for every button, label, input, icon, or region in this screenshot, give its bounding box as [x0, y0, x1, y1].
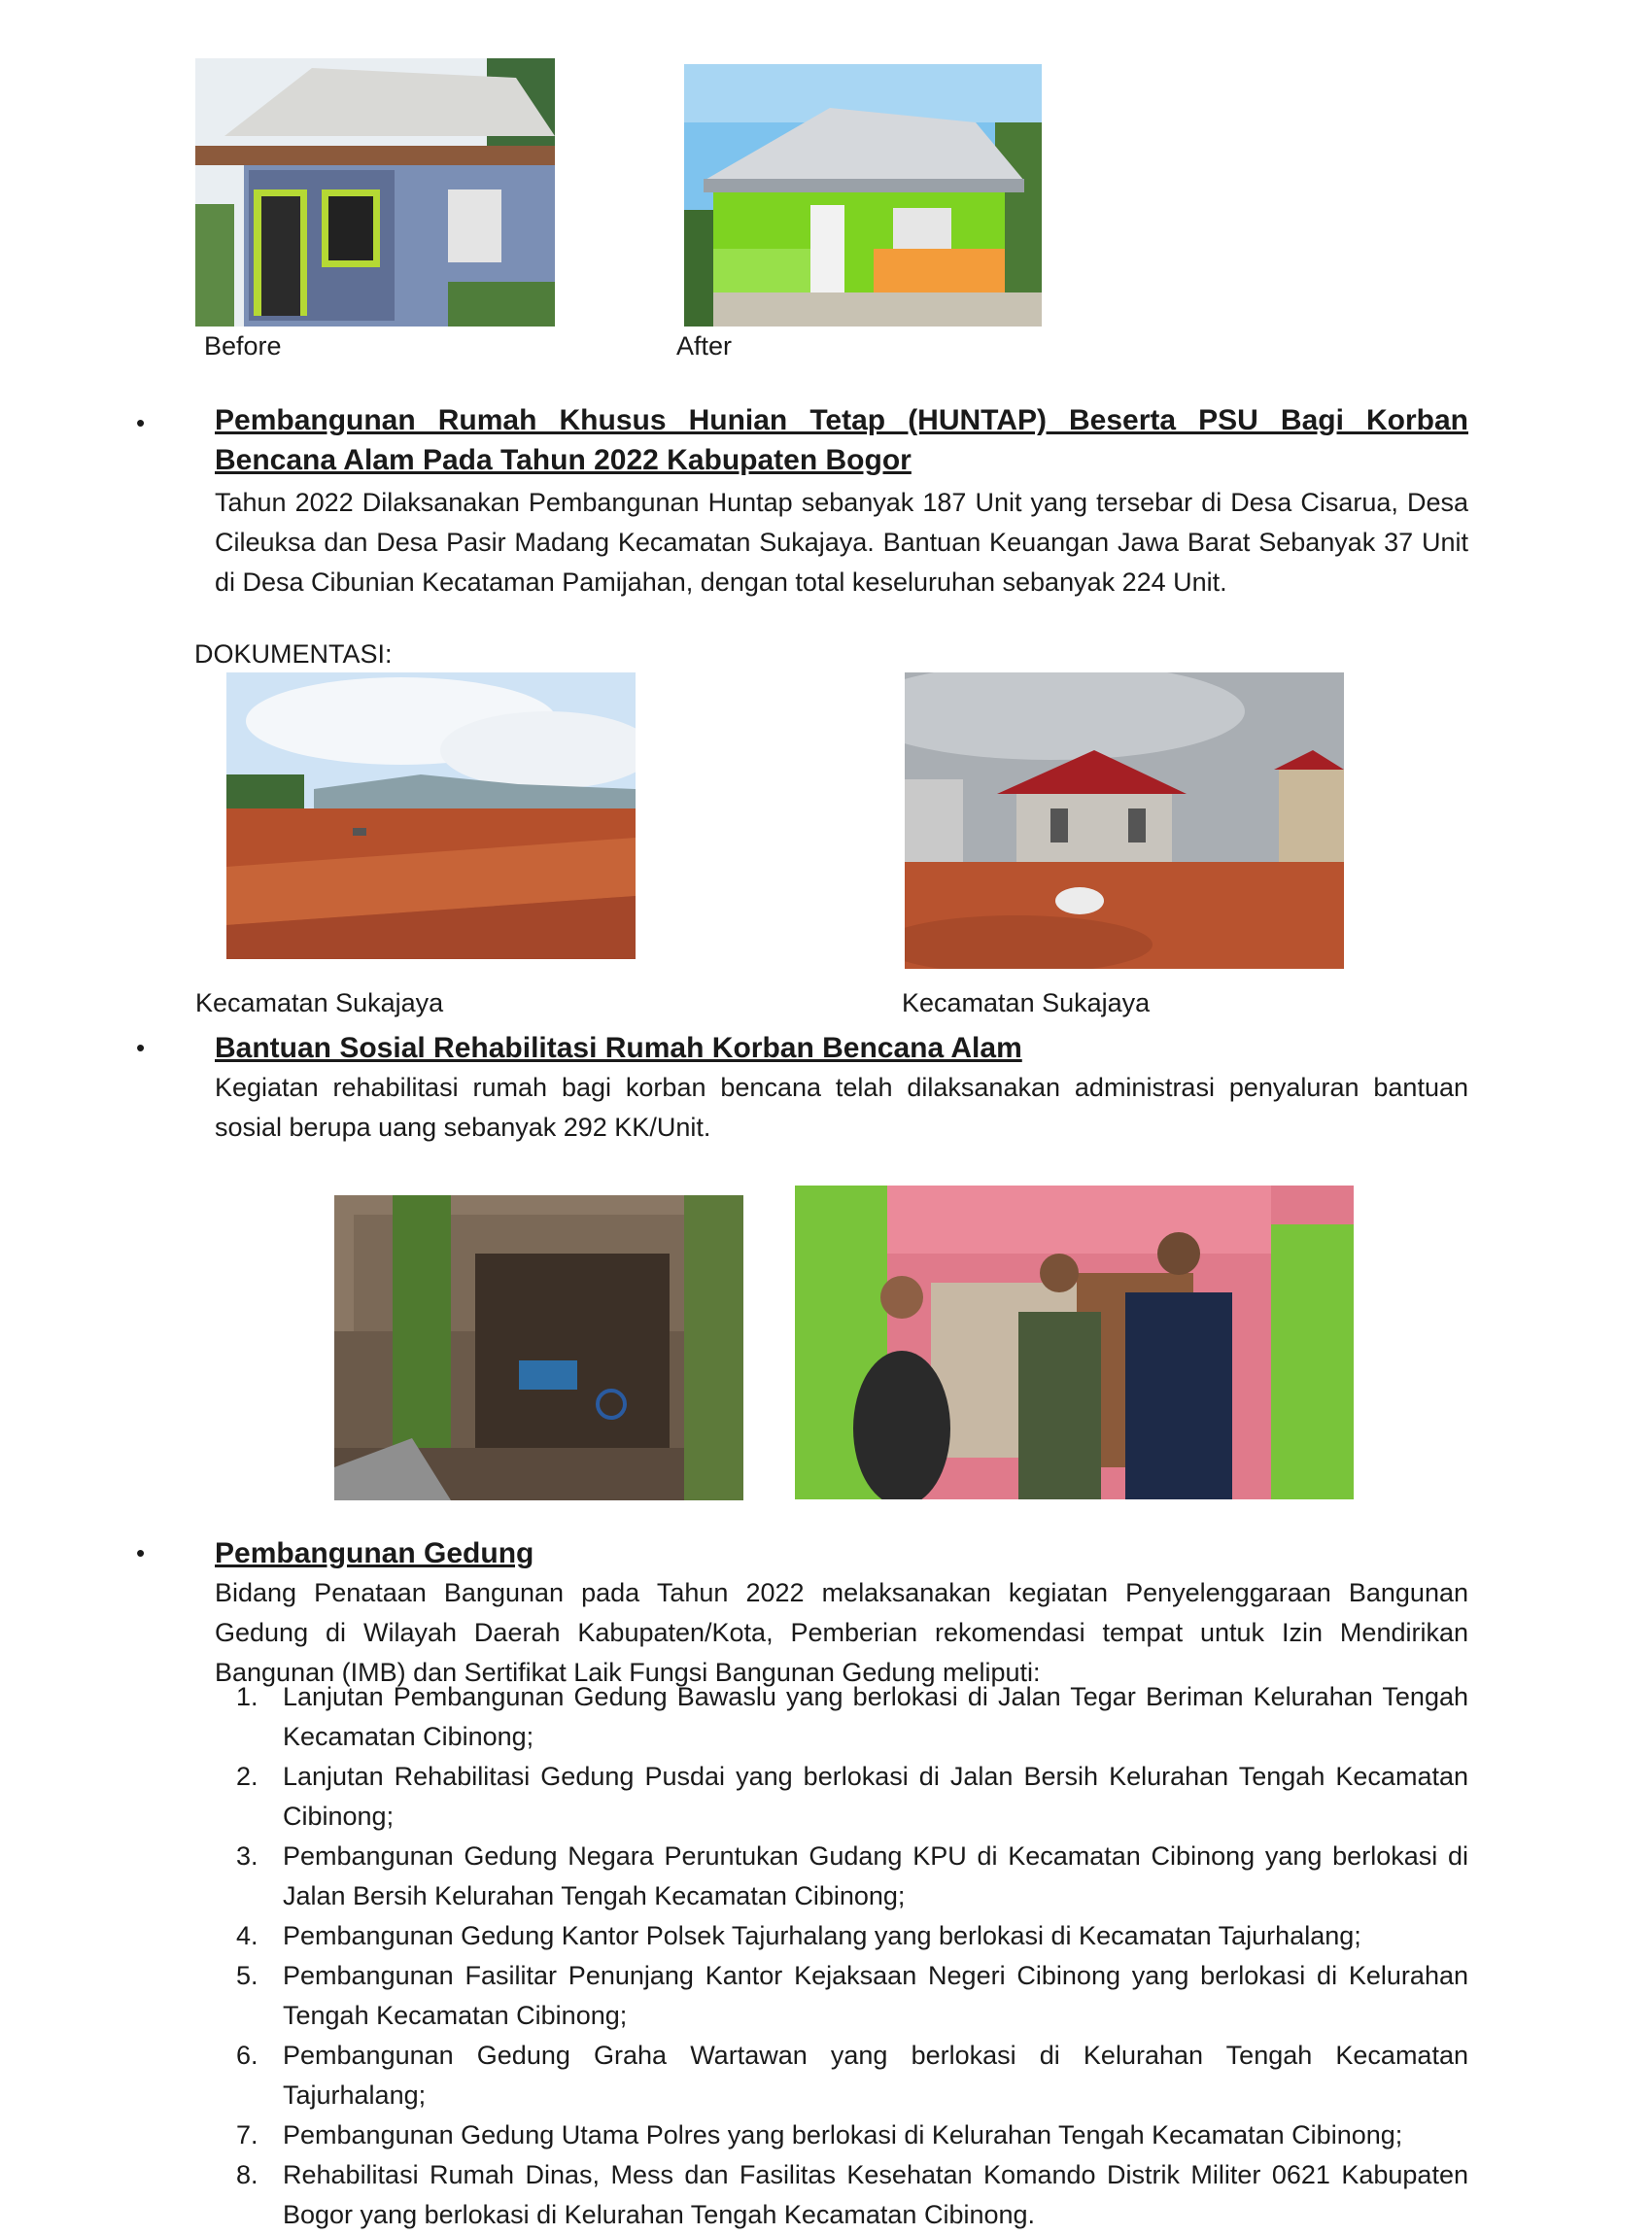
- red-roof-house-photo: [905, 672, 1344, 969]
- huntap-body: Tahun 2022 Dilaksanakan Pembangunan Huntap sebanyak 187 Unit yang tersebar di Desa Cisarua, Desa Cileuksa dan Desa Pasir Madang Kecamatan Sukajaya. Bantuan Keuangan Jawa Barat Sebanyak 37 Unit di Desa Cibunian Kecataman Pamijahan, dengan total keseluruhan sebanyak 224 Unit.: [215, 488, 1468, 597]
- list-item: 5. Pembangunan Fasilitar Penunjang Kantor Kejaksaan Negeri Cibinong yang berlokasi di Kelurahan Tengah Kecamatan Cibinong;: [236, 1961, 1468, 2030]
- building-list: [215, 1677, 1468, 2235]
- list-item: 7. Pembangunan Gedung Utama Polres yang berlokasi di Kelurahan Tengah Kecamatan Cibinong;: [236, 2120, 1403, 2149]
- after-house-photo: [684, 64, 1042, 327]
- land-clearing-caption: Kecamatan Sukajaya: [195, 988, 444, 1017]
- gedung-body: Bidang Penataan Bangunan pada Tahun 2022 melaksanakan kegiatan Penyelenggaraan Bangunan Gedung di Wilayah Daerah Kabupaten/Kota, Pemberian rekomendasi tempat untuk Izin Mendirikan Bangunan (IMB) dan Sertifikat Laik Fungsi Bangunan Gedung meliputi:: [215, 1578, 1468, 1687]
- red-roof-house-caption: Kecamatan Sukajaya: [902, 988, 1151, 1017]
- bullet-huntap: •: [136, 408, 146, 437]
- dokumentasi-label: DOKUMENTASI:: [194, 639, 393, 669]
- list-item: 2. Lanjutan Rehabilitasi Gedung Pusdai yang berlokasi di Jalan Bersih Kelurahan Tengah Kecamatan Cibinong;: [236, 1762, 1468, 1831]
- list-item: 8. Rehabilitasi Rumah Dinas, Mess dan Fasilitas Kesehatan Komando Distrik Militer 0621 Kabupaten Bogor yang berlokasi di Kelurahan Tengah Kecamatan Cibinong.: [236, 2160, 1468, 2229]
- huntap-heading: Pembangunan Rumah Khusus Hunian Tetap (HUNTAP) Beserta PSU Bagi Korban Bencana Alam Pada Tahun 2022 Kabupaten Bogor: [215, 404, 1468, 476]
- list-item: 6. Pembangunan Gedung Graha Wartawan yang berlokasi di Kelurahan Tengah Kecamatan Tajurhalang;: [236, 2041, 1468, 2110]
- bullet-gedung: •: [136, 1538, 146, 1567]
- land-clearing-photo: [226, 672, 636, 959]
- gedung-heading: Pembangunan Gedung: [215, 1537, 534, 1569]
- before-caption: Before: [204, 331, 282, 361]
- handover-people-photo: [795, 1186, 1354, 1499]
- list-item: 1. Lanjutan Pembangunan Gedung Bawaslu yang berlokasi di Jalan Tegar Beriman Kelurahan Tengah Kecamatan Cibinong;: [236, 1682, 1468, 1751]
- list-item: 3. Pembangunan Gedung Negara Peruntukan Gudang KPU di Kecamatan Cibinong yang berlokasi di Jalan Bersih Kelurahan Tengah Kecamatan Cibinong;: [236, 1841, 1468, 1910]
- bullet-bansos: •: [136, 1033, 146, 1062]
- before-house-photo: [195, 58, 555, 327]
- damaged-house-photo: [334, 1195, 743, 1500]
- bansos-heading: Bantuan Sosial Rehabilitasi Rumah Korban Bencana Alam: [215, 1032, 1022, 1064]
- bansos-body: Kegiatan rehabilitasi rumah bagi korban bencana telah dilaksanakan administrasi penyaluran bantuan sosial berupa uang sebanyak 292 KK/Unit.: [215, 1073, 1468, 1142]
- list-item: 4. Pembangunan Gedung Kantor Polsek Tajurhalang yang berlokasi di Kecamatan Tajurhalang;: [236, 1921, 1361, 1950]
- after-caption: After: [676, 331, 733, 361]
